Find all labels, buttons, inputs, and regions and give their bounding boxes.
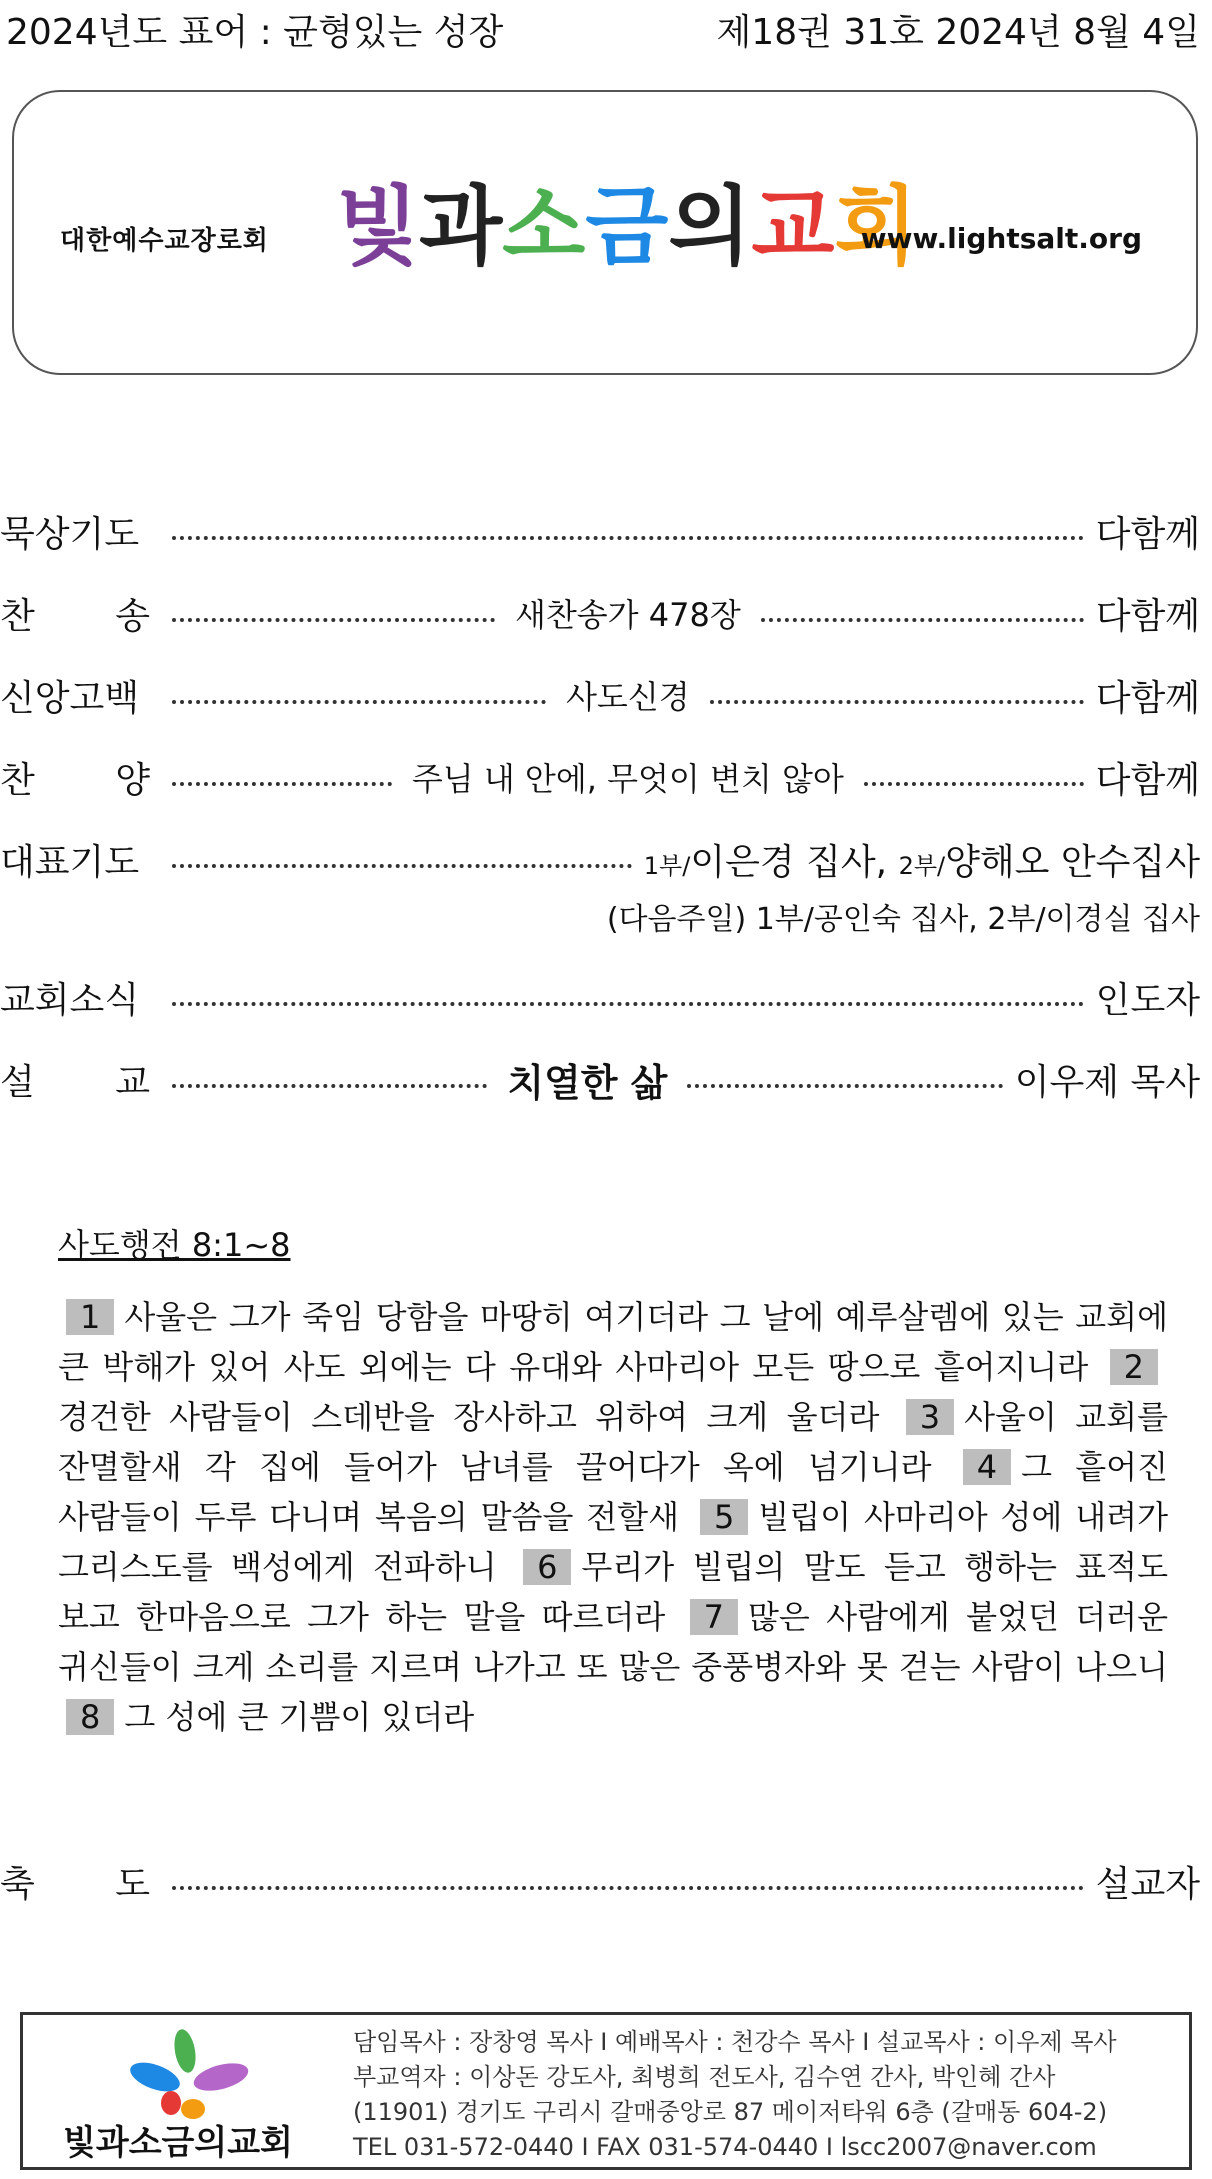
dot-leader: [172, 536, 1084, 540]
order-detail: 주님 내 안에, 무엇이 변치 않아: [411, 760, 844, 798]
order-leader: 다함께: [1095, 513, 1200, 555]
order-leader: 다함께: [1095, 677, 1201, 719]
logo-char: 빛: [336, 176, 420, 277]
dot-leader: [172, 1886, 1084, 1890]
verse-text: 많은 사람에게 붙었던 더러운 귀신들이 크게 소리를 지르며 나가고 또 많은 중풍병자와 못 걷는 사람이 나으니: [58, 1598, 1169, 1686]
order-row-sermon: [0, 1038, 1200, 1120]
verse-number: 6: [523, 1549, 571, 1585]
order-leader: 이우제 목사: [1014, 1061, 1201, 1103]
verse-number: 1: [66, 1299, 114, 1335]
verse-number: 5: [700, 1499, 748, 1535]
verse-text: 빌립이 사마리아 성에 내려가 그리스도를 백성에게 전파하니: [58, 1498, 1168, 1586]
label-char: 교: [115, 1061, 150, 1103]
next-week-prayer: (다음주일) 1부/공인숙 집사, 2부/이경실 집사: [606, 902, 1200, 937]
order-leader: 인도자: [1095, 979, 1200, 1021]
church-logo-text: [336, 176, 918, 277]
order-row-benediction: [0, 1840, 1200, 1922]
logo-char: 교: [751, 176, 835, 277]
denomination-label: 대한예수교장로회: [60, 226, 269, 256]
dot-leader: [864, 782, 1084, 786]
order-leader: 다함께: [1095, 595, 1201, 637]
order-row-hymn: [0, 572, 1200, 654]
order-row-news: [0, 956, 1200, 1038]
church-footer: [20, 2012, 1192, 2170]
prayer-leader-1: 이은경 집사,: [690, 841, 888, 883]
scripture-section: [58, 1220, 1168, 1742]
scripture-text: [58, 1292, 1168, 1742]
verse-text: 무리가 빌립의 말도 듣고 행하는 표적도 보고 한마음으로 그가 하는 말을 따르더라: [58, 1548, 1169, 1636]
annual-motto: 2024년도 표어 : 균형있는 성장: [6, 12, 504, 53]
order-leader: 설교자: [1095, 1863, 1200, 1905]
verse-text: 사울은 그가 죽임 당함을 마땅히 여기더라 그 날에 예루살렘에 있는 교회에 큰 박해가 있어 사도 외에는 다 유대와 사마리아 모든 땅으로 흩어지니라: [58, 1298, 1168, 1386]
verse-number: 3: [906, 1399, 954, 1435]
order-label: 교회소식: [0, 979, 140, 1021]
logo-char: 금: [585, 176, 669, 277]
footer-contact: TEL 031-572-0440 I FAX 031-574-0440 I lscc2007@naver.com: [353, 2133, 1097, 2161]
dot-leader: [172, 782, 392, 786]
label-char: 설: [0, 1061, 35, 1103]
benediction-section: [0, 1840, 1200, 1922]
verse-number: 8: [66, 1699, 114, 1735]
logo-char: 회: [834, 176, 918, 277]
order-row-creed: [0, 654, 1200, 736]
verse-number: 2: [1110, 1349, 1158, 1385]
label-char: 양: [115, 759, 150, 801]
label-char: 도: [115, 1863, 150, 1905]
order-label: [0, 1054, 150, 1105]
verse-number: 4: [963, 1449, 1011, 1485]
dot-leader: [687, 1084, 1002, 1088]
order-label: [0, 1856, 150, 1907]
dot-leader: [172, 864, 632, 868]
verse-text: 그 흩어진 사람들이 두루 다니며 복음의 말씀을 전할새: [58, 1448, 1169, 1536]
dot-leader: [172, 700, 546, 704]
order-label: [0, 752, 150, 803]
sermon-title: 치열한 삶: [507, 1060, 668, 1105]
dot-leader: [172, 1002, 1084, 1006]
order-detail: 새찬송가 478장: [514, 596, 741, 634]
service-prefix: 2부/: [898, 851, 946, 880]
verse-text: 그 성에 큰 기쁨이 있더라: [124, 1698, 475, 1736]
verse-number: 7: [690, 1599, 738, 1635]
order-row-silent-prayer: [0, 490, 1200, 572]
footer-pastors: 담임목사 : 장창영 목사 I 예배목사 : 천강수 목사 I 설교목사 : 이우제 목사: [353, 2028, 1117, 2056]
logo-char: 과: [419, 176, 503, 277]
bulletin-header: [0, 0, 1212, 52]
logo-char: 의: [668, 176, 752, 277]
church-website: www.lightsalt.org: [860, 222, 1142, 255]
scripture-reference: 사도행전 8:1~8: [58, 1226, 291, 1264]
logo-char: 소: [502, 176, 586, 277]
dot-leader: [172, 618, 495, 622]
dot-leader: [761, 618, 1084, 622]
label-char: 찬: [0, 759, 35, 801]
prayer-leader-2: 양해오 안수집사: [945, 841, 1200, 883]
order-detail: 사도신경: [566, 678, 690, 716]
label-char: 송: [115, 595, 150, 637]
footer-church-name: 빛과소금의교회: [63, 2123, 293, 2163]
order-label: [0, 588, 150, 639]
order-row-prayer: [0, 818, 1200, 900]
dot-leader: [710, 700, 1084, 704]
order-label: 신앙고백: [0, 677, 140, 719]
issue-date: 제18권 31호 2024년 8월 4일: [716, 12, 1200, 53]
church-banner: [12, 90, 1198, 375]
order-label: 묵상기도: [0, 513, 140, 555]
order-label: 대표기도: [0, 841, 140, 883]
label-char: 찬: [0, 595, 35, 637]
footer-staff: 부교역자 : 이상돈 강도사, 최병희 전도사, 김수연 간사, 박인혜 간사: [353, 2063, 1056, 2091]
verse-text: 사울이 교회를 잔멸할새 각 집에 들어가 남녀를 끌어다가 옥에 넘기니라: [58, 1398, 1168, 1486]
footer-info: [353, 2025, 1117, 2165]
dot-leader: [172, 1084, 487, 1088]
footer-address: (11901) 경기도 구리시 갈매중앙로 87 메이저타워 6층 (갈매동 604-2): [353, 2098, 1108, 2126]
verse-text: 경건한 사람들이 스데반을 장사하고 위하여 크게 울더라: [58, 1398, 880, 1436]
order-of-worship: [0, 490, 1200, 1120]
service-prefix: 1부/: [643, 851, 691, 880]
order-leader: 다함께: [1095, 759, 1200, 801]
order-leader: [644, 834, 1200, 885]
label-char: 축: [0, 1863, 35, 1905]
order-row-praise: [0, 736, 1200, 818]
